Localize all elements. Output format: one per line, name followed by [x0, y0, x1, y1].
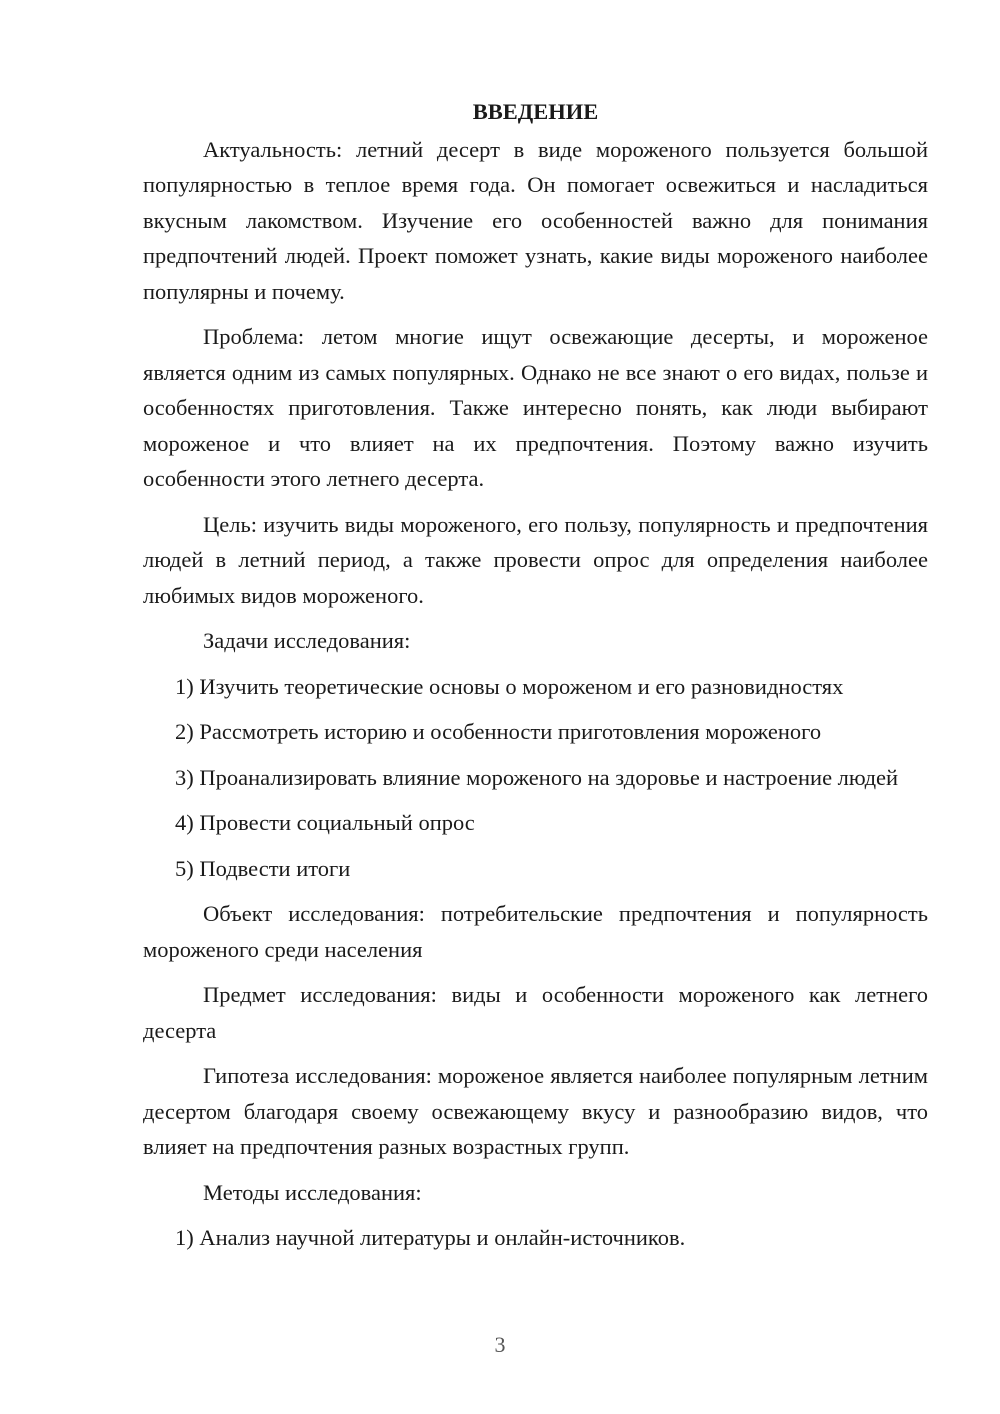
- task-item: 5) Подвести итоги: [175, 855, 351, 881]
- goal-paragraph: Цель: изучить виды мороженого, его пользу, популярность и предпочтения людей в летний период, а также провести опрос для определения наиболее любимых видов мороженого.: [143, 511, 928, 608]
- methods-heading: Методы исследования:: [203, 1179, 422, 1205]
- task-item: 2) Рассмотреть историю и особенности приготовления мороженого: [175, 719, 822, 744]
- page-number: 3: [494, 1332, 506, 1357]
- task-item: 4) Провести социальный опрос: [175, 810, 475, 835]
- hypothesis-paragraph: Гипотеза исследования: мороженое является наиболее популярным летним десертом благодаря своему освежающему вкусу и разнообразию видов, что влияет на предпочтения разных возрастных групп.: [143, 1063, 928, 1159]
- tasks-heading: Задачи исследования:: [203, 628, 411, 653]
- task-item: 1) Изучить теоретические основы о мороженом и его разновидностях: [175, 673, 844, 699]
- object-paragraph: Объект исследования: потребительские предпочтения и популярность мороженого среди населения: [143, 901, 928, 962]
- relevance-paragraph: Актуальность: летний десерт в виде мороженого пользуется большой популярностью в теплое время года. Он помогает освежиться и насладиться вкусным лакомством. Изучение его особенностей важно для понимания предпочтений людей. Проект поможет узнать, какие виды мороженого наиболее популярны и почему.: [143, 136, 928, 304]
- document-page: [143, 94, 928, 1266]
- section-heading: ВВЕДЕНИЕ: [472, 99, 599, 124]
- task-item: 3) Проанализировать влияние мороженого на здоровье и настроение людей: [175, 764, 899, 790]
- subject-paragraph: Предмет исследования: виды и особенности мороженого как летнего десерта: [143, 982, 928, 1043]
- problem-paragraph: Проблема: летом многие ищут освежающие десерты, и мороженое является одним из самых популярных. Однако не все знают о его видах, пользе и особенностях приготовления. Также интересно понять, как люди выбирают мороженое и что влияет на их предпочтения. Поэтому важно изучить особенности этого летнего десерта.: [143, 324, 928, 491]
- method-item: 1) Анализ научной литературы и онлайн-источников.: [175, 1225, 686, 1250]
